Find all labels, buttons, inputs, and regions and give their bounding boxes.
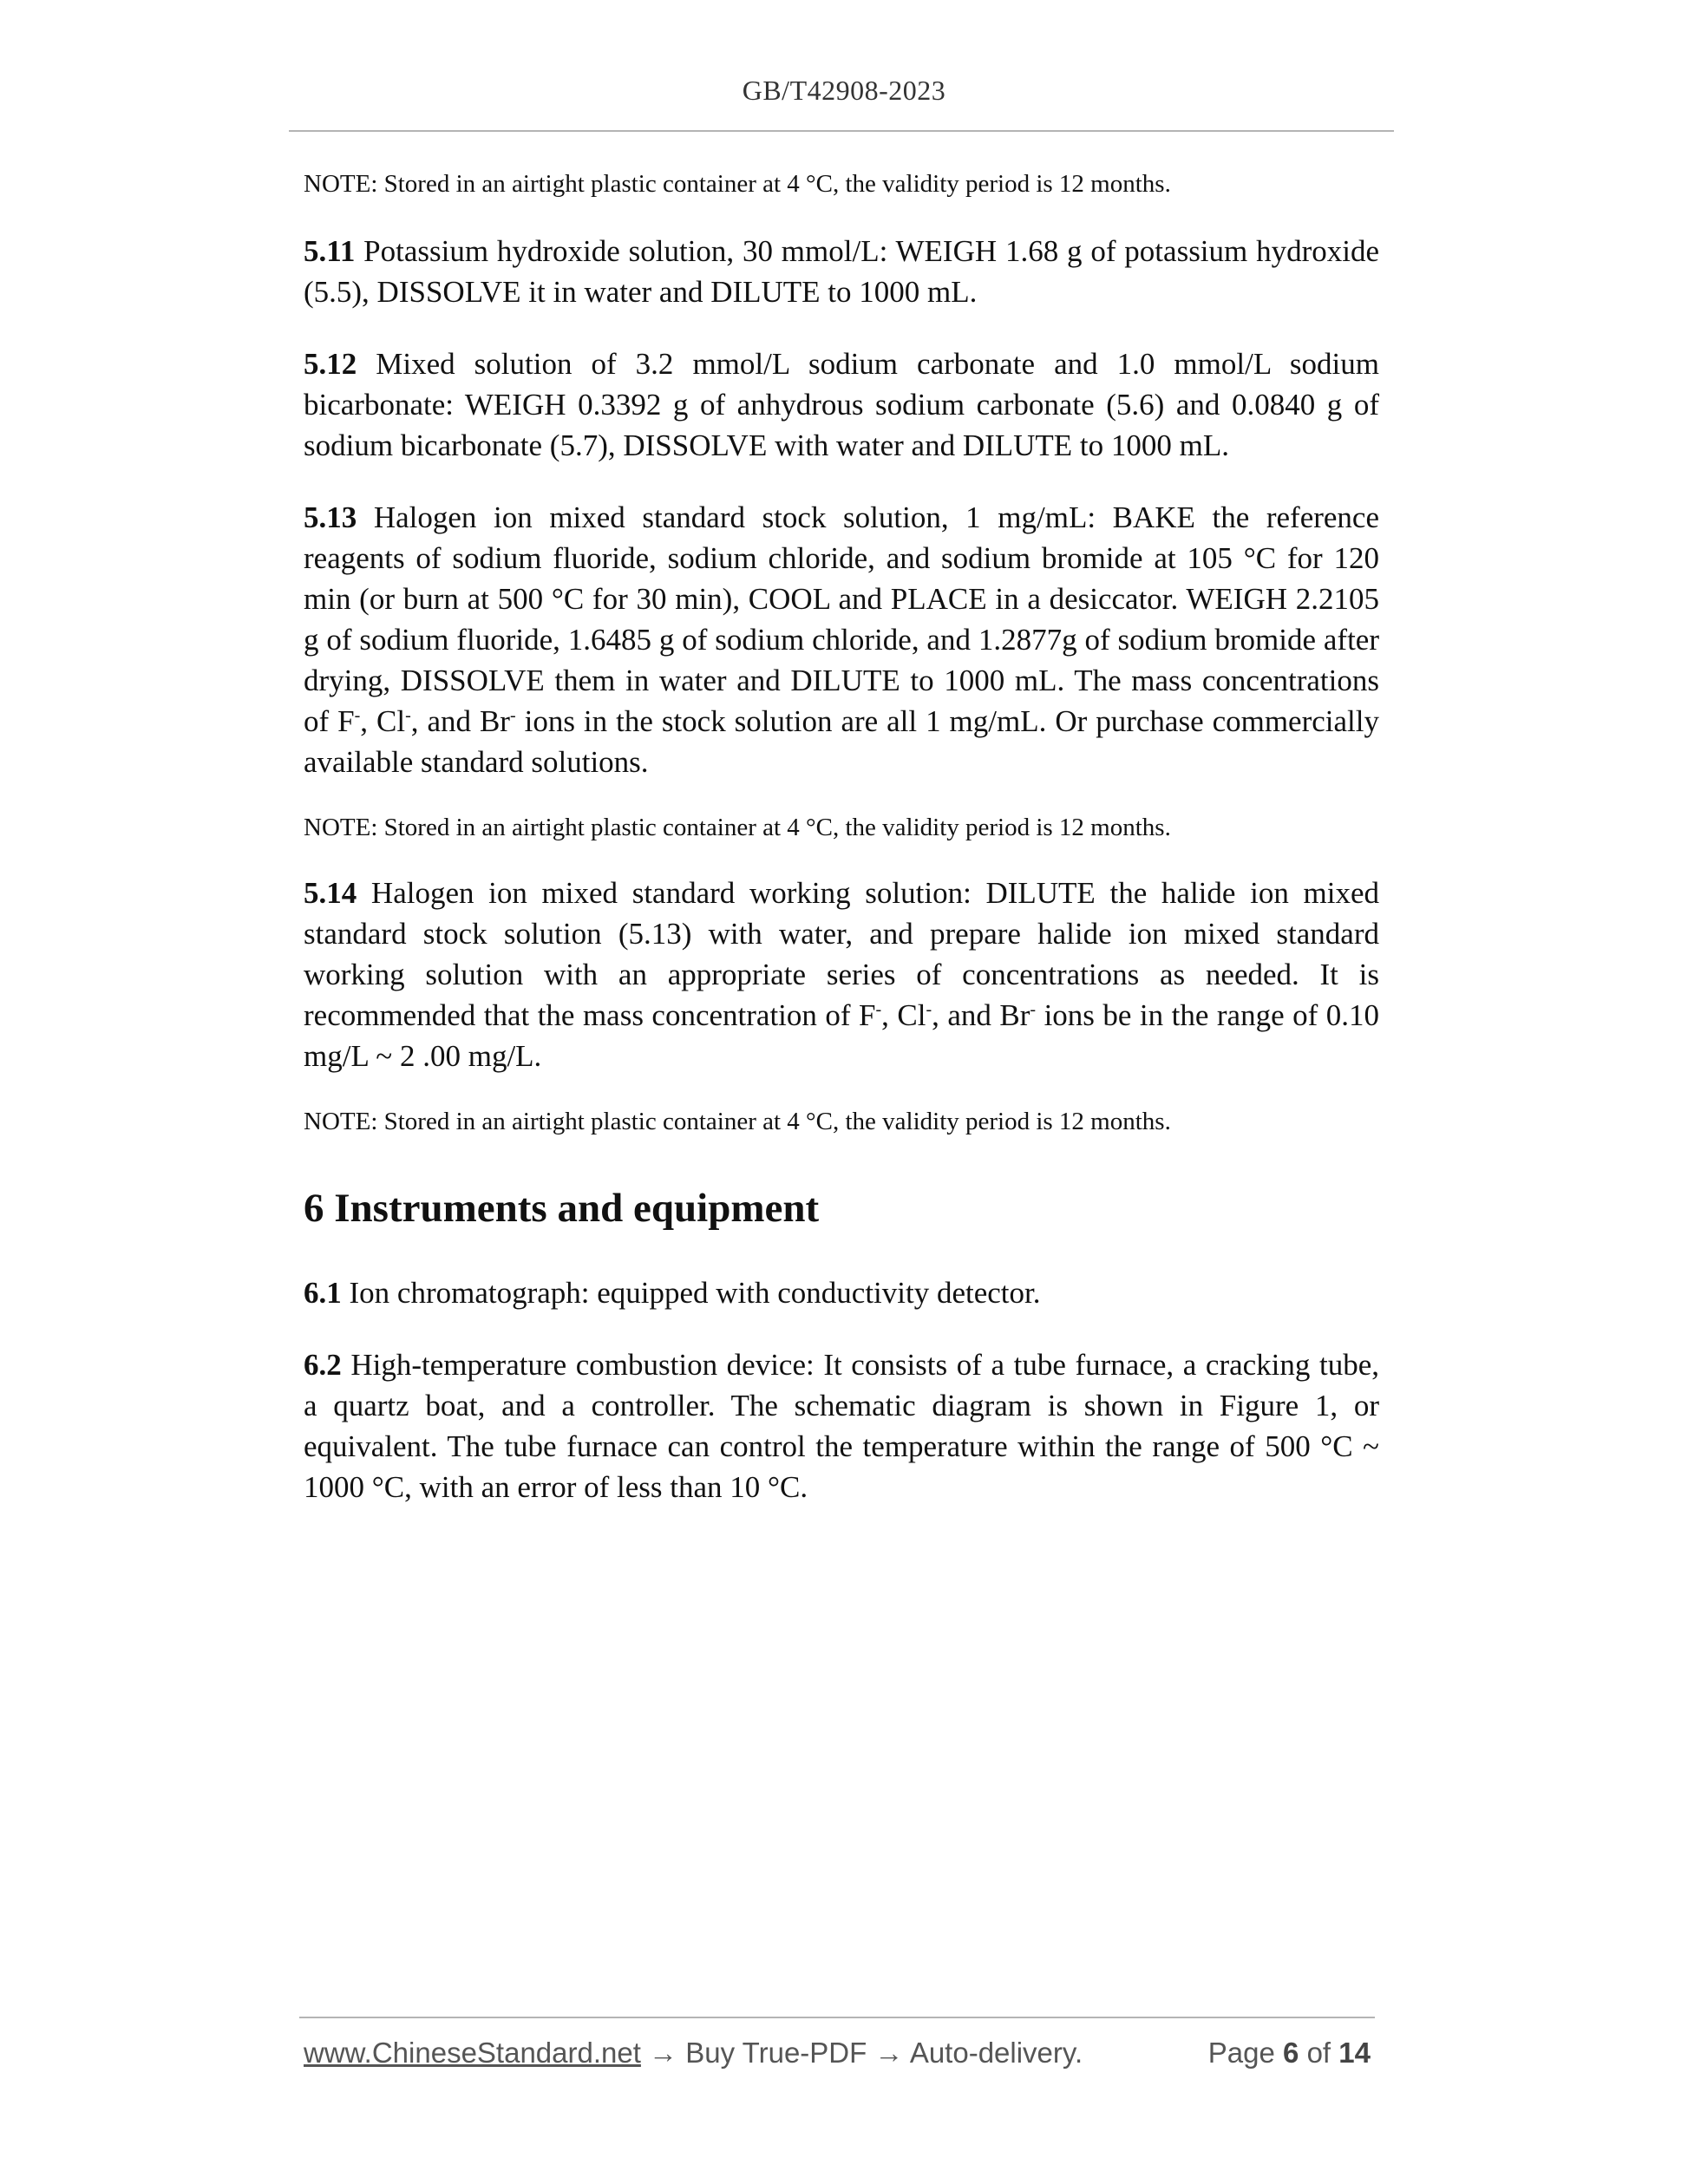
- clause-5-11: [304, 231, 1379, 312]
- superscript-minus: -: [405, 706, 411, 725]
- superscript-minus: -: [1030, 1000, 1037, 1019]
- chinesestandard-link[interactable]: www.ChineseStandard.net: [304, 2037, 641, 2069]
- clause-text: Potassium hydroxide solution, 30 mmol/L: WEIGH 1.68 g of potassium hydroxide (5.5), DISSOLVE it in water and DILUTE to 1000 mL.: [304, 234, 1379, 309]
- clause-text: , and Br: [410, 704, 510, 738]
- clause-number: 6.1: [304, 1276, 342, 1310]
- note-5-13: NOTE: Stored in an airtight plastic container at 4 °C, the validity period is 12 months.: [304, 814, 1171, 841]
- clause-text: Mixed solution of 3.2 mmol/L sodium carbonate and 1.0 mmol/L sodium bicarbonate: WEIGH 0.3392 g of anhydrous sodium carbonate (5.6) and 0.0840 g of sodium bicarbonate (5.7), DISSOLVE with water and DILUTE to 1000 mL.: [304, 347, 1379, 462]
- clause-text: High-temperature combustion device: It consists of a tube furnace, a cracking tube, a quartz boat, and a controller. The schematic diagram is shown in Figure 1, or equivalent. The tube furnace can control the temperature within the range of 500 °C ~ 1000 °C, with an error of less than 10 °C.: [304, 1348, 1379, 1504]
- clause-text: ions be in the range of 0.10 mg/L ~ 2 .00 mg/L.: [304, 998, 1379, 1073]
- clause-5-12: [304, 343, 1379, 466]
- clause-5-13: [304, 497, 1379, 782]
- superscript-minus: -: [354, 706, 361, 725]
- clause-text: ions in the stock solution are all 1 mg/mL. Or purchase commercially available standard solutions.: [304, 704, 1379, 779]
- clause-number: 5.13: [304, 500, 357, 534]
- clause-text: , Cl: [360, 704, 406, 738]
- clause-number: 5.14: [304, 876, 357, 910]
- page-word: Page: [1207, 2037, 1275, 2069]
- clause-number: 5.11: [304, 234, 356, 268]
- of-word: of: [1306, 2037, 1331, 2069]
- page-footer: [304, 2034, 1371, 2072]
- total-page-number: 14: [1338, 2037, 1371, 2069]
- header-divider: [289, 130, 1394, 132]
- page-indicator: [1208, 2034, 1371, 2072]
- clause-5-14: [304, 873, 1379, 1076]
- clause-text: , and Br: [932, 998, 1030, 1032]
- superscript-minus: -: [926, 1000, 932, 1019]
- clause-number: 5.12: [304, 347, 357, 381]
- standard-code-header: GB/T42908-2023: [742, 75, 946, 106]
- clause-text: Halogen ion mixed standard stock solution, 1 mg/mL: BAKE the reference reagents of sodium fluoride, sodium chloride, and sodium bromide at 105 °C for 120 min (or burn at 500 °C for 30 min), COOL and PLACE in a desiccator. WEIGH 2.2105 g of sodium fluoride, 1.6485 g of sodium chloride, and 1.2877g of sodium bromide after drying, DISSOLVE them in water and DILUTE to 1000 mL. The mass concentrations of F: [304, 500, 1379, 738]
- clause-6-2: [304, 1344, 1379, 1507]
- clause-6-1: [304, 1272, 1379, 1313]
- note-5-10: NOTE: Stored in an airtight plastic container at 4 °C, the validity period is 12 months.: [304, 170, 1171, 198]
- superscript-minus: -: [509, 706, 516, 725]
- footer-divider: [299, 2017, 1375, 2018]
- clause-text: Ion chromatograph: equipped with conductivity detector.: [349, 1276, 1041, 1310]
- current-page-number: 6: [1283, 2037, 1299, 2069]
- footer-tagline: → Buy True-PDF → Auto-delivery.: [640, 2037, 1083, 2069]
- page-body: [304, 165, 1379, 1507]
- note-5-14: NOTE: Stored in an airtight plastic container at 4 °C, the validity period is 12 months.: [304, 1108, 1171, 1135]
- section-heading-6: 6 Instruments and equipment: [304, 1186, 820, 1231]
- clause-text: , Cl: [881, 998, 926, 1032]
- clause-number: 6.2: [304, 1348, 342, 1382]
- clause-text: Halogen ion mixed standard working solution: DILUTE the halide ion mixed standard stock solution (5.13) with water, and prepare halide ion mixed standard working solution with an appropriate series of concentrations as needed. It is recommended that the mass concentration of F: [304, 876, 1379, 1032]
- superscript-minus: -: [875, 1000, 882, 1019]
